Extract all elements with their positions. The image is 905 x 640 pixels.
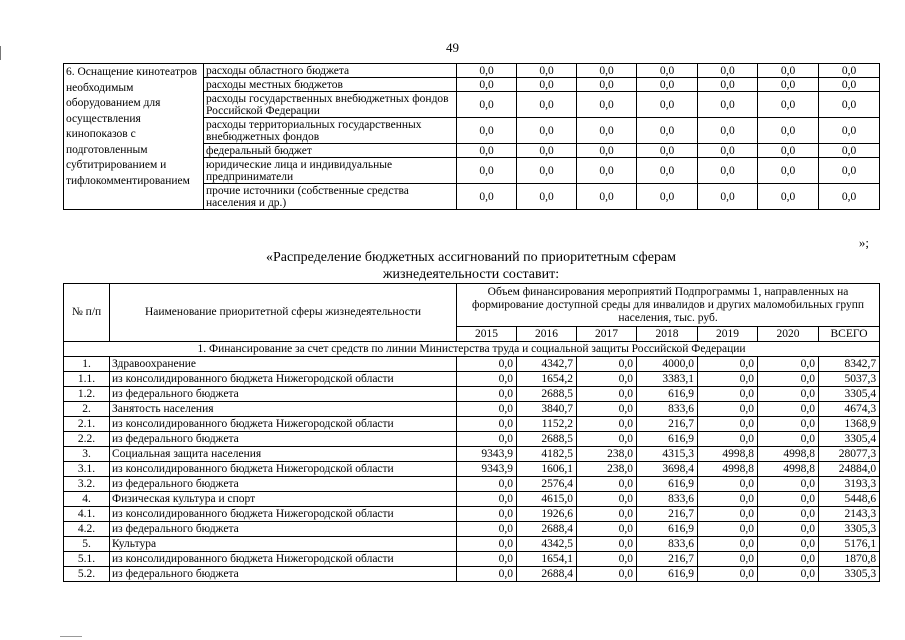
row-value: 9343,9 xyxy=(457,462,517,477)
row-value: 0,0 xyxy=(758,357,819,372)
row-index: 3. xyxy=(64,447,110,462)
row-value: 1152,2 xyxy=(517,417,577,432)
row-value: 1606,1 xyxy=(517,462,577,477)
row-value: 3305,3 xyxy=(819,522,880,537)
funding-source-label: расходы областного бюджета xyxy=(204,64,457,78)
row-value: 833,6 xyxy=(637,492,698,507)
row-sphere-name: из консолидированного бюджета Нижегородской области xyxy=(110,507,457,522)
row-value: 0,0 xyxy=(577,507,637,522)
row-index: 1.2. xyxy=(64,387,110,402)
row-value: 2688,5 xyxy=(517,432,577,447)
row-sphere-name: из федерального бюджета xyxy=(110,432,457,447)
row-value: 0,0 xyxy=(577,552,637,567)
funding-value: 0,0 xyxy=(637,184,698,210)
row-sphere-name: из федерального бюджета xyxy=(110,522,457,537)
header-year: 2015 xyxy=(457,327,517,342)
row-value: 0,0 xyxy=(698,552,758,567)
row-value: 2688,4 xyxy=(517,567,577,582)
table-row xyxy=(64,387,880,402)
row-value: 0,0 xyxy=(457,552,517,567)
header-index: № п/п xyxy=(64,284,110,342)
row-value: 0,0 xyxy=(577,522,637,537)
row-value: 0,0 xyxy=(577,477,637,492)
row-value: 0,0 xyxy=(758,552,819,567)
row-value: 4674,3 xyxy=(819,402,880,417)
row-index: 5.2. xyxy=(64,567,110,582)
funding-value: 0,0 xyxy=(457,144,517,158)
row-value: 3840,7 xyxy=(517,402,577,417)
row-value: 0,0 xyxy=(758,417,819,432)
table-row xyxy=(64,462,880,477)
row-value: 0,0 xyxy=(698,387,758,402)
row-value: 238,0 xyxy=(577,462,637,477)
row-sphere-name: Занятость населения xyxy=(110,402,457,417)
row-index: 4.2. xyxy=(64,522,110,537)
funding-value: 0,0 xyxy=(457,78,517,92)
row-value: 0,0 xyxy=(758,492,819,507)
row-index: 1. xyxy=(64,357,110,372)
header-sphere-name: Наименование приоритетной сферы жизнедеятельности xyxy=(110,284,457,342)
row-value: 0,0 xyxy=(698,432,758,447)
row-value: 616,9 xyxy=(637,387,698,402)
funding-value: 0,0 xyxy=(577,158,637,184)
row-value: 4000,0 xyxy=(637,357,698,372)
row-value: 1654,2 xyxy=(517,372,577,387)
row-value: 0,0 xyxy=(698,567,758,582)
row-value: 2688,5 xyxy=(517,387,577,402)
row-value: 616,9 xyxy=(637,522,698,537)
budget-allocation-table xyxy=(63,283,880,582)
row-value: 1368,9 xyxy=(819,417,880,432)
row-index: 2.2. xyxy=(64,432,110,447)
header-funding-volume: Объем финансирования мероприятий Подпрограммы 1, направленных на формирование доступной среды для инвалидов и других маломобильных групп населения, тыс. руб. xyxy=(457,284,880,327)
funding-value: 0,0 xyxy=(637,158,698,184)
funding-value: 0,0 xyxy=(758,78,819,92)
row-index: 4. xyxy=(64,492,110,507)
section-title xyxy=(63,249,879,283)
row-value: 0,0 xyxy=(758,522,819,537)
funding-source-row xyxy=(64,64,880,78)
row-sphere-name: Физическая культура и спорт xyxy=(110,492,457,507)
row-value: 0,0 xyxy=(457,417,517,432)
funding-value: 0,0 xyxy=(819,78,880,92)
row-index: 4.1. xyxy=(64,507,110,522)
row-sphere-name: из федерального бюджета xyxy=(110,567,457,582)
row-index: 5. xyxy=(64,537,110,552)
table-row xyxy=(64,537,880,552)
funding-value: 0,0 xyxy=(517,184,577,210)
row-value: 0,0 xyxy=(698,477,758,492)
funding-value: 0,0 xyxy=(457,184,517,210)
bottom-mark xyxy=(60,636,82,637)
funding-value: 0,0 xyxy=(758,118,819,144)
section-title-line-2: жизнедеятельности составит: xyxy=(382,267,560,282)
row-value: 216,7 xyxy=(637,507,698,522)
funding-value: 0,0 xyxy=(577,78,637,92)
funding-value: 0,0 xyxy=(637,92,698,118)
funding-value: 0,0 xyxy=(758,144,819,158)
table-row xyxy=(64,522,880,537)
row-value: 0,0 xyxy=(758,402,819,417)
row-sphere-name: Культура xyxy=(110,537,457,552)
row-value: 0,0 xyxy=(457,537,517,552)
header-year: 2017 xyxy=(577,327,637,342)
row-value: 0,0 xyxy=(577,567,637,582)
funding-value: 0,0 xyxy=(517,118,577,144)
funding-source-label: юридические лица и индивидуальные предприниматели xyxy=(204,158,457,184)
row-value: 0,0 xyxy=(457,567,517,582)
funding-value: 0,0 xyxy=(517,144,577,158)
row-sphere-name: из федерального бюджета xyxy=(110,387,457,402)
row-value: 0,0 xyxy=(698,507,758,522)
header-year: 2019 xyxy=(698,327,758,342)
funding-value: 0,0 xyxy=(698,184,758,210)
table-row xyxy=(64,402,880,417)
table-row xyxy=(64,357,880,372)
header-year: 2016 xyxy=(517,327,577,342)
row-value: 616,9 xyxy=(637,567,698,582)
section-title-line-1: «Распределение бюджетных ассигнований по приоритетным сферам xyxy=(265,250,677,265)
funding-value: 0,0 xyxy=(637,64,698,78)
row-value: 4998,8 xyxy=(758,462,819,477)
funding-value: 0,0 xyxy=(819,184,880,210)
row-value: 1654,1 xyxy=(517,552,577,567)
row-value: 2143,3 xyxy=(819,507,880,522)
row-value: 2688,4 xyxy=(517,522,577,537)
row-value: 4342,5 xyxy=(517,537,577,552)
row-value: 1870,8 xyxy=(819,552,880,567)
row-value: 833,6 xyxy=(637,402,698,417)
row-value: 0,0 xyxy=(457,507,517,522)
table-row xyxy=(64,417,880,432)
funding-value: 0,0 xyxy=(637,78,698,92)
row-value: 0,0 xyxy=(457,477,517,492)
funding-value: 0,0 xyxy=(698,158,758,184)
row-value: 833,6 xyxy=(637,537,698,552)
row-value: 0,0 xyxy=(457,387,517,402)
funding-value: 0,0 xyxy=(698,64,758,78)
funding-value: 0,0 xyxy=(819,92,880,118)
funding-value: 0,0 xyxy=(517,64,577,78)
row-value: 3383,1 xyxy=(637,372,698,387)
row-value: 0,0 xyxy=(758,507,819,522)
funding-value: 0,0 xyxy=(517,78,577,92)
row-value: 0,0 xyxy=(698,357,758,372)
row-value: 4998,8 xyxy=(698,447,758,462)
row-value: 0,0 xyxy=(457,372,517,387)
table-row xyxy=(64,507,880,522)
funding-value: 0,0 xyxy=(758,64,819,78)
funding-value: 0,0 xyxy=(758,92,819,118)
row-value: 0,0 xyxy=(698,417,758,432)
row-value: 0,0 xyxy=(457,357,517,372)
funding-value: 0,0 xyxy=(517,158,577,184)
table-row xyxy=(64,447,880,462)
funding-value: 0,0 xyxy=(758,158,819,184)
row-sphere-name: Здравоохранение xyxy=(110,357,457,372)
funding-value: 0,0 xyxy=(457,158,517,184)
funding-value: 0,0 xyxy=(819,144,880,158)
row-value: 238,0 xyxy=(577,447,637,462)
funding-source-label: расходы местных бюджетов xyxy=(204,78,457,92)
row-sphere-name: из консолидированного бюджета Нижегородской области xyxy=(110,552,457,567)
table-row xyxy=(64,567,880,582)
table-row xyxy=(64,552,880,567)
funding-value: 0,0 xyxy=(577,144,637,158)
row-sphere-name: из консолидированного бюджета Нижегородской области xyxy=(110,417,457,432)
row-value: 0,0 xyxy=(698,537,758,552)
funding-value: 0,0 xyxy=(698,118,758,144)
funding-source-label: расходы государственных внебюджетных фондов Российской Федерации xyxy=(204,92,457,118)
row-value: 0,0 xyxy=(698,402,758,417)
row-sphere-name: из федерального бюджета xyxy=(110,477,457,492)
funding-value: 0,0 xyxy=(457,92,517,118)
row-value: 4182,5 xyxy=(517,447,577,462)
row-sphere-name: Социальная защита населения xyxy=(110,447,457,462)
row-value: 0,0 xyxy=(457,492,517,507)
funding-sources-table xyxy=(63,63,880,210)
row-index: 3.1. xyxy=(64,462,110,477)
page-number: 49 xyxy=(446,40,459,55)
row-value: 0,0 xyxy=(698,372,758,387)
row-index: 2. xyxy=(64,402,110,417)
row-value: 4615,0 xyxy=(517,492,577,507)
row-value: 0,0 xyxy=(758,432,819,447)
row-value: 24884,0 xyxy=(819,462,880,477)
funding-value: 0,0 xyxy=(819,118,880,144)
event-category: 6. Оснащение кинотеатров необходимым оборудованием для осуществления кинопоказов с подготовленным субтитрированием и тифлокомментированием xyxy=(64,64,204,210)
row-value: 3698,4 xyxy=(637,462,698,477)
row-value: 3305,4 xyxy=(819,387,880,402)
closing-quote: »; xyxy=(858,235,869,250)
row-value: 616,9 xyxy=(637,432,698,447)
row-value: 28077,3 xyxy=(819,447,880,462)
funding-value: 0,0 xyxy=(577,64,637,78)
row-value: 4342,7 xyxy=(517,357,577,372)
funding-value: 0,0 xyxy=(698,92,758,118)
funding-value: 0,0 xyxy=(577,118,637,144)
funding-value: 0,0 xyxy=(637,118,698,144)
row-value: 4315,3 xyxy=(637,447,698,462)
row-value: 0,0 xyxy=(698,492,758,507)
row-value: 4998,8 xyxy=(698,462,758,477)
row-value: 1926,6 xyxy=(517,507,577,522)
funding-source-label: федеральный бюджет xyxy=(204,144,457,158)
funding-value: 0,0 xyxy=(819,158,880,184)
funding-value: 0,0 xyxy=(698,144,758,158)
row-value: 0,0 xyxy=(758,567,819,582)
row-value: 0,0 xyxy=(457,402,517,417)
row-value: 3193,3 xyxy=(819,477,880,492)
row-value: 216,7 xyxy=(637,417,698,432)
row-value: 0,0 xyxy=(758,372,819,387)
funding-value: 0,0 xyxy=(517,92,577,118)
header-year: 2020 xyxy=(758,327,819,342)
row-index: 3.2. xyxy=(64,477,110,492)
row-index: 1.1. xyxy=(64,372,110,387)
row-value: 0,0 xyxy=(577,492,637,507)
row-value: 0,0 xyxy=(577,537,637,552)
row-value: 5176,1 xyxy=(819,537,880,552)
row-value: 0,0 xyxy=(577,357,637,372)
row-value: 5037,3 xyxy=(819,372,880,387)
row-value: 3305,3 xyxy=(819,567,880,582)
table-row xyxy=(64,477,880,492)
funding-value: 0,0 xyxy=(758,184,819,210)
funding-value: 0,0 xyxy=(577,92,637,118)
row-index: 5.1. xyxy=(64,552,110,567)
funding-value: 0,0 xyxy=(457,118,517,144)
row-sphere-name: из консолидированного бюджета Нижегородской области xyxy=(110,372,457,387)
funding-source-label: прочие источники (собственные средства населения и др.) xyxy=(204,184,457,210)
row-value: 8342,7 xyxy=(819,357,880,372)
header-year: ВСЕГО xyxy=(819,327,880,342)
row-value: 0,0 xyxy=(758,477,819,492)
row-value: 5448,6 xyxy=(819,492,880,507)
subsection-title: 1. Финансирование за счет средств по линии Министерства труда и социальной защиты Российской Федерации xyxy=(64,342,880,357)
table-row xyxy=(64,492,880,507)
table-row xyxy=(64,372,880,387)
funding-value: 0,0 xyxy=(457,64,517,78)
row-value: 0,0 xyxy=(758,387,819,402)
table-row xyxy=(64,432,880,447)
row-value: 0,0 xyxy=(457,432,517,447)
row-value: 9343,9 xyxy=(457,447,517,462)
row-index: 2.1. xyxy=(64,417,110,432)
row-value: 616,9 xyxy=(637,477,698,492)
row-value: 0,0 xyxy=(577,402,637,417)
row-value: 4998,8 xyxy=(758,447,819,462)
row-value: 0,0 xyxy=(457,522,517,537)
row-value: 0,0 xyxy=(577,417,637,432)
header-year: 2018 xyxy=(637,327,698,342)
row-value: 0,0 xyxy=(577,372,637,387)
funding-value: 0,0 xyxy=(577,184,637,210)
row-value: 2576,4 xyxy=(517,477,577,492)
row-value: 3305,4 xyxy=(819,432,880,447)
row-value: 0,0 xyxy=(577,432,637,447)
funding-source-label: расходы территориальных государственных внебюджетных фондов xyxy=(204,118,457,144)
funding-value: 0,0 xyxy=(698,78,758,92)
row-value: 0,0 xyxy=(577,387,637,402)
row-value: 216,7 xyxy=(637,552,698,567)
funding-value: 0,0 xyxy=(819,64,880,78)
funding-value: 0,0 xyxy=(637,144,698,158)
row-value: 0,0 xyxy=(758,537,819,552)
row-sphere-name: из консолидированного бюджета Нижегородской области xyxy=(110,462,457,477)
row-value: 0,0 xyxy=(698,522,758,537)
